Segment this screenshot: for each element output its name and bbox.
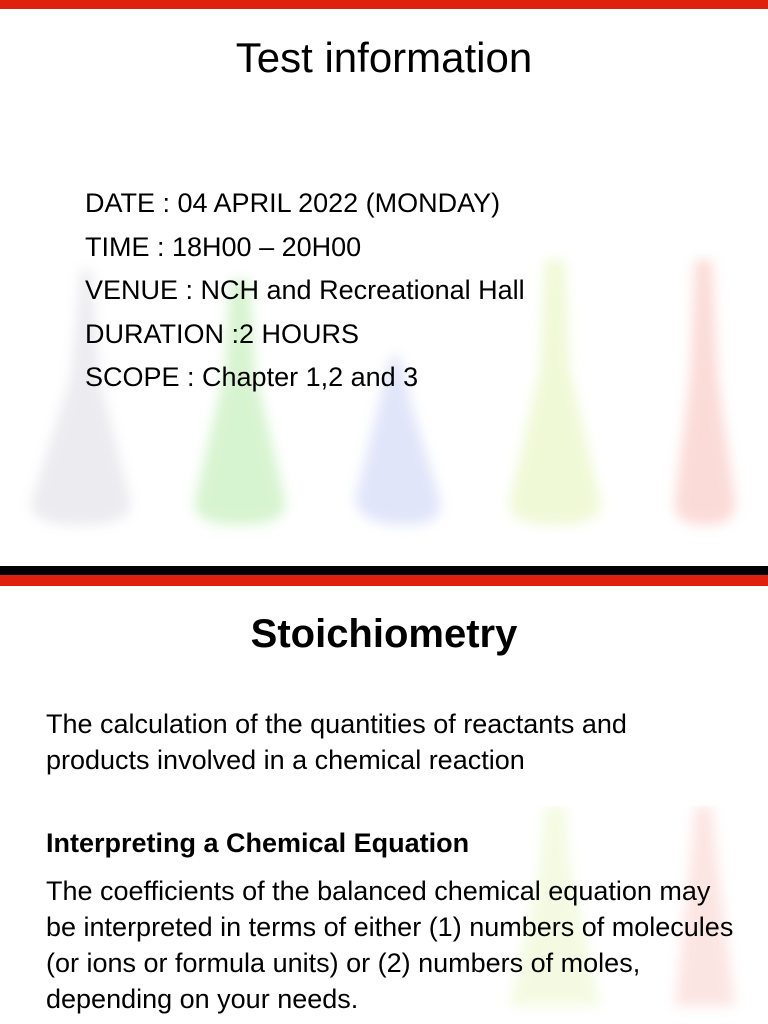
venue-line: VENUE : NCH and Recreational Hall <box>85 275 525 305</box>
slide-stoichiometry <box>0 586 768 1024</box>
slide-divider-red <box>0 575 768 586</box>
scope-line: SCOPE : Chapter 1,2 and 3 <box>85 362 419 392</box>
test-details-list <box>85 182 525 400</box>
body-paragraph: The coefficients of the balanced chemical equation may be interpreted in terms of either (1) numbers of molecules (or ions or formula units) or (2) numbers of moles, depending on your needs. <box>46 876 734 1014</box>
date-line: DATE : 04 APRIL 2022 (MONDAY) <box>85 188 501 218</box>
duration-line: DURATION :2 HOURS <box>85 318 360 349</box>
definition-paragraph: The calculation of the quantities of reactants and products involved in a chemical reaction <box>46 709 627 775</box>
time-line: TIME : 18H00 – 20H00 <box>85 231 362 262</box>
top-accent-bar <box>0 0 768 9</box>
slide-divider-black <box>0 566 768 575</box>
section-subheading: Interpreting a Chemical Equation <box>46 828 470 858</box>
slide-title: Stoichiometry <box>250 612 518 656</box>
slide-title: Test information <box>235 34 533 81</box>
